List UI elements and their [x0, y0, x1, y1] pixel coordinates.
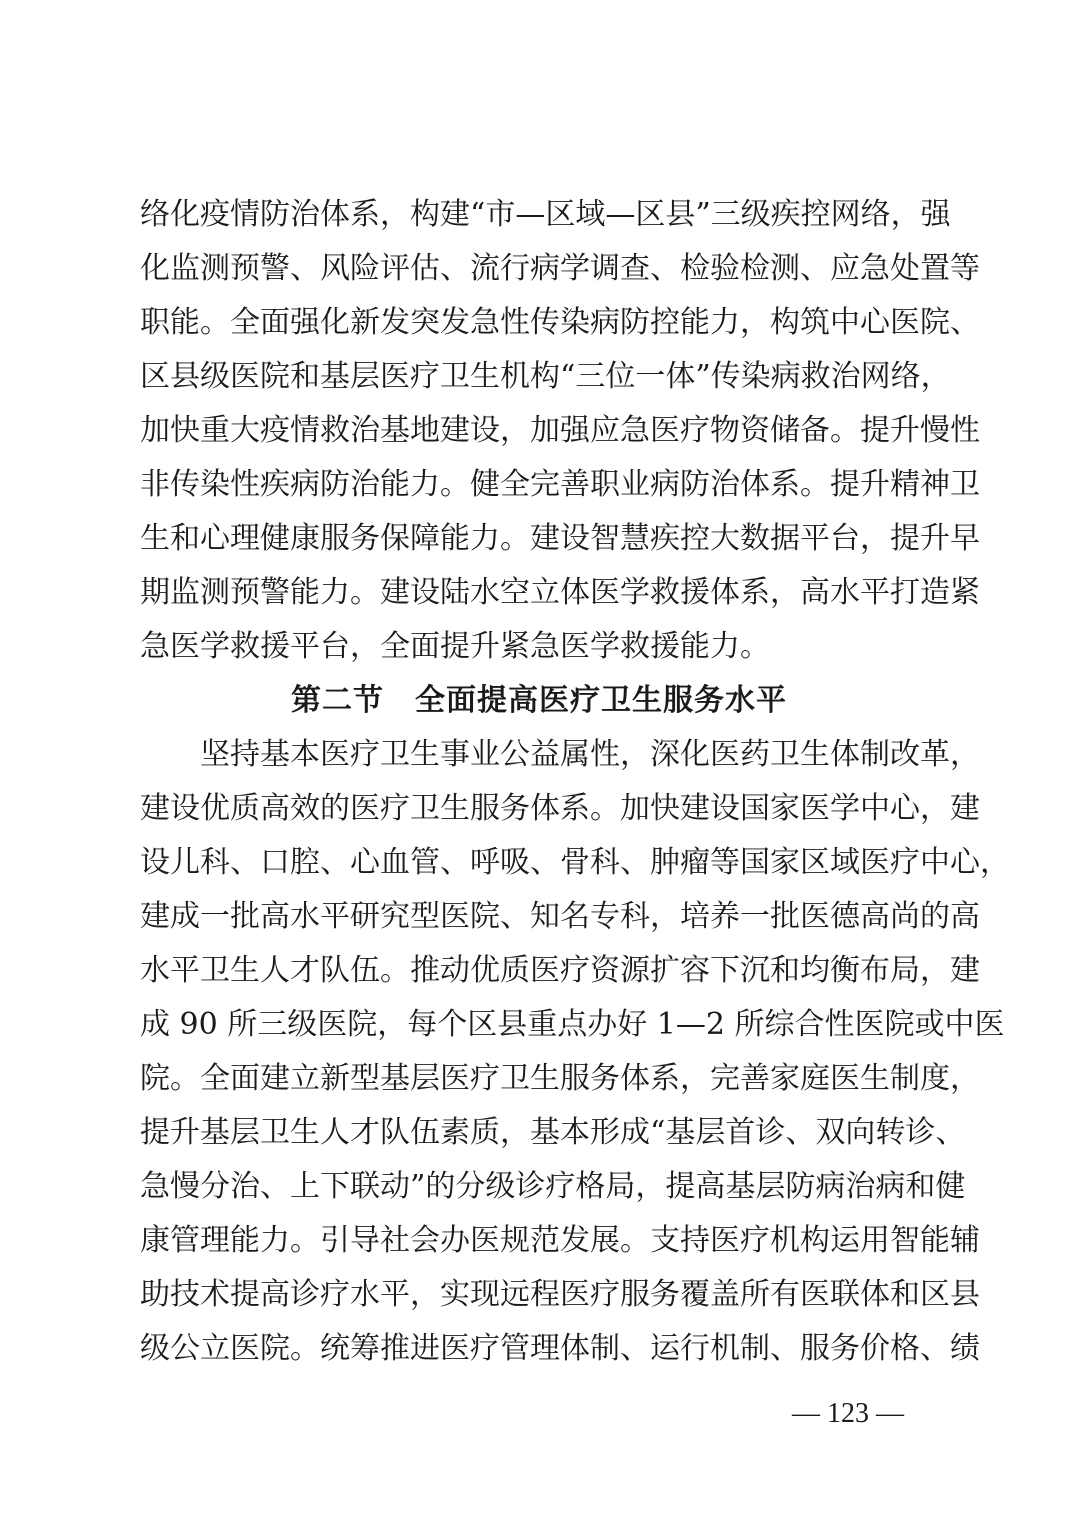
text-line: 水平卫生人才队伍。推动优质医疗资源扩容下沉和均衡布局，建 — [140, 953, 980, 988]
text-line: 区县级医院和基层医疗卫生机构“三位一体”传染病救治网络， — [140, 359, 951, 394]
text-line: 生和心理健康服务保障能力。建设智慧疾控大数据平台，提升早 — [140, 521, 980, 556]
text-line: 级公立医院。统筹推进医疗管理体制、运行机制、服务价格、绩 — [140, 1331, 980, 1366]
text-line: 建设优质高效的医疗卫生服务体系。加快建设国家医学中心，建 — [140, 791, 980, 826]
text-line: 职能。全面强化新发突发急性传染病防控能力，构筑中心医院、 — [140, 305, 980, 340]
paragraph-2 — [140, 728, 1010, 1376]
text-line: 院。全面建立新型基层医疗卫生服务体系，完善家庭医生制度， — [140, 1061, 980, 1096]
text-line: 急慢分治、上下联动”的分级诊疗格局，提高基层防病治病和健 — [140, 1169, 966, 1204]
text-line: 络化疫情防治体系，构建“市—区域—区县”三级疾控网络，强 — [140, 197, 951, 232]
text-line: 非传染性疾病防治能力。健全完善职业病防治体系。提升精神卫 — [140, 467, 980, 502]
text-line: 成 90 所三级医院，每个区县重点办好 1—2 所综合性医院或中医 — [140, 1007, 1005, 1042]
text-line: 康管理能力。引导社会办医规范发展。支持医疗机构运用智能辅 — [140, 1223, 980, 1258]
text-line: 急医学救援平台，全面提升紧急医学救援能力。 — [140, 629, 770, 664]
paragraph-1 — [140, 188, 980, 674]
text-line: 提升基层卫生人才队伍素质，基本形成“基层首诊、双向转诊、 — [140, 1115, 966, 1150]
text-line: 期监测预警能力。建设陆水空立体医学救援体系，高水平打造紧 — [140, 575, 980, 610]
text-line: 坚持基本医疗卫生事业公益属性，深化医药卫生体制改革， — [200, 737, 980, 772]
page-number: — 123 — — [792, 1398, 904, 1429]
page-content — [140, 188, 1010, 1376]
text-line: 化监测预警、风险评估、流行病学调查、检验检测、应急处置等 — [140, 251, 980, 286]
text-line: 加快重大疫情救治基地建设，加强应急医疗物资储备。提升慢性 — [140, 413, 980, 448]
text-line: 助技术提高诊疗水平，实现远程医疗服务覆盖所有医联体和区县 — [140, 1277, 980, 1312]
text-line: 设儿科、口腔、心血管、呼吸、骨科、肿瘤等国家区域医疗中心， — [140, 845, 1010, 880]
text-line: 建成一批高水平研究型医院、知名专科，培养一批医德高尚的高 — [140, 899, 980, 934]
section-heading: 第二节 全面提高医疗卫生服务水平 — [291, 683, 787, 718]
